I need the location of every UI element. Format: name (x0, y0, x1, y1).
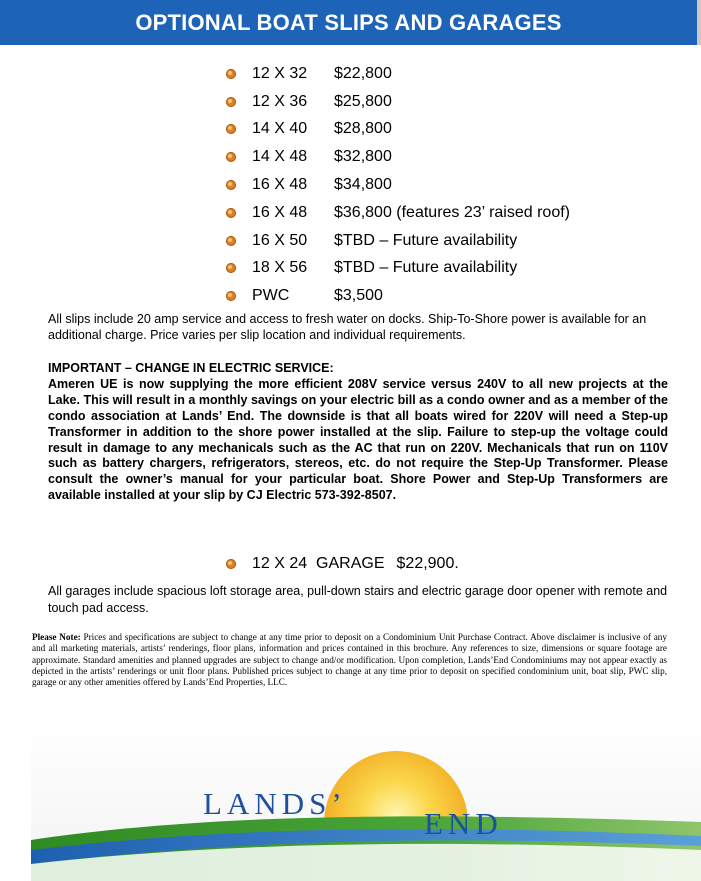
slip-size: 16 X 48 (252, 176, 308, 194)
disclaimer-text: Prices and specifications are subject to change at any time prior to deposit on a Condominium Unit Purchase Contract. Above disclaimer is inclusive of any and all marketing materials, artists’ renderings, floor plans, information and prices contained in this brochure. Any references to size, dimensions or square footage are approximate. Standard amenities and planned upgrades are subject to change and/or modification. Upon completion, Lands’End Condominiums may not appear exactly as depicted in the artists’ renderings or unit floor plans. Published prices subject to change at any time prior to deposit on specified condominium unit, boat slip, PWC slip, garage or any other amenities offered by Lands’End Properties, LLC. (32, 632, 667, 688)
slip-price: $TBD – Future availability (334, 231, 518, 249)
logo-word-end: END (424, 806, 503, 841)
list-item (226, 227, 570, 255)
slip-size: 16 X 48 (252, 203, 308, 221)
slip-size: PWC (252, 287, 290, 305)
slips-note: All slips include 20 amp service and access to fresh water on docks. Ship-To-Shore power is available for an additional charge. Price varies per slip location and individual requirements. (48, 312, 647, 342)
list-item (226, 143, 570, 171)
notice-body: Ameren UE is now supplying the more efficient 208V service versus 240V to all new projects at the Lake. This will result in a monthly savings on your electric bill as a condo owner and as a member of the condo association at Lands’ End. The downside is that all boats wired for 220V will need a Step-up Transformer in addition to the shore power installed at the slip. Failure to step-up the voltage could result in damage to any mechanicals such as the AC that run on 220V. Mechanicals that run on 110V such as battery chargers, refrigerators, stereos, etc. do not require the Step-Up Transformer. Please consult the owner’s manual for your particular boat. Shore Power and Step-Up Transformers are available installed at your slip by CJ Electric 573-392-8507. (48, 376, 668, 503)
slip-price: $TBD – Future availability (334, 259, 518, 277)
bullet-icon (226, 208, 236, 218)
garage-label: 12 X 24 GARAGE (252, 555, 385, 572)
page-header (0, 0, 701, 45)
bullet-icon (226, 291, 236, 301)
slip-size: 16 X 50 (252, 231, 308, 249)
garage-price-item (226, 555, 459, 573)
list-item (226, 282, 570, 310)
slip-size: 14 X 40 (252, 120, 308, 138)
list-item (226, 199, 570, 227)
bullet-icon (226, 180, 236, 190)
logo-word-lands: LANDS’ (203, 786, 347, 821)
disclaimer (32, 632, 667, 688)
slip-price: $34,800 (334, 176, 392, 194)
bullet-icon (226, 263, 236, 273)
slip-size: 12 X 32 (252, 64, 308, 82)
bullet-icon (226, 97, 236, 107)
slip-price: $28,800 (334, 120, 392, 138)
slip-size: 14 X 48 (252, 148, 308, 166)
notice-heading: IMPORTANT – CHANGE IN ELECTRIC SERVICE: (48, 361, 334, 375)
garage-note: All garages include spacious loft storage area, pull-down stairs and electric garage door opener with remote and touch pad access. (48, 584, 668, 615)
bullet-icon (226, 69, 236, 79)
list-item (226, 60, 570, 88)
bullet-icon (226, 236, 236, 246)
list-item (226, 88, 570, 116)
bullet-icon (226, 559, 236, 569)
slip-price: $3,500 (334, 287, 383, 305)
bullet-icon (226, 152, 236, 162)
slip-price: $22,800 (334, 64, 392, 82)
list-item (226, 116, 570, 144)
garage-price: $22,900. (396, 555, 459, 572)
bullet-icon (226, 124, 236, 134)
electric-service-notice (48, 361, 668, 504)
list-item (226, 171, 570, 199)
list-item (226, 255, 570, 283)
slip-size: 18 X 56 (252, 259, 308, 277)
slip-price: $25,800 (334, 92, 392, 110)
page-title: OPTIONAL BOAT SLIPS AND GARAGES (135, 10, 562, 35)
slip-price: $32,800 (334, 148, 392, 166)
slip-price-list (226, 60, 570, 310)
slip-price: $36,800 (features 23’ raised roof) (334, 203, 570, 221)
lands-end-logo (31, 718, 701, 881)
disclaimer-label: Please Note: (32, 632, 81, 642)
slip-size: 12 X 36 (252, 92, 308, 110)
